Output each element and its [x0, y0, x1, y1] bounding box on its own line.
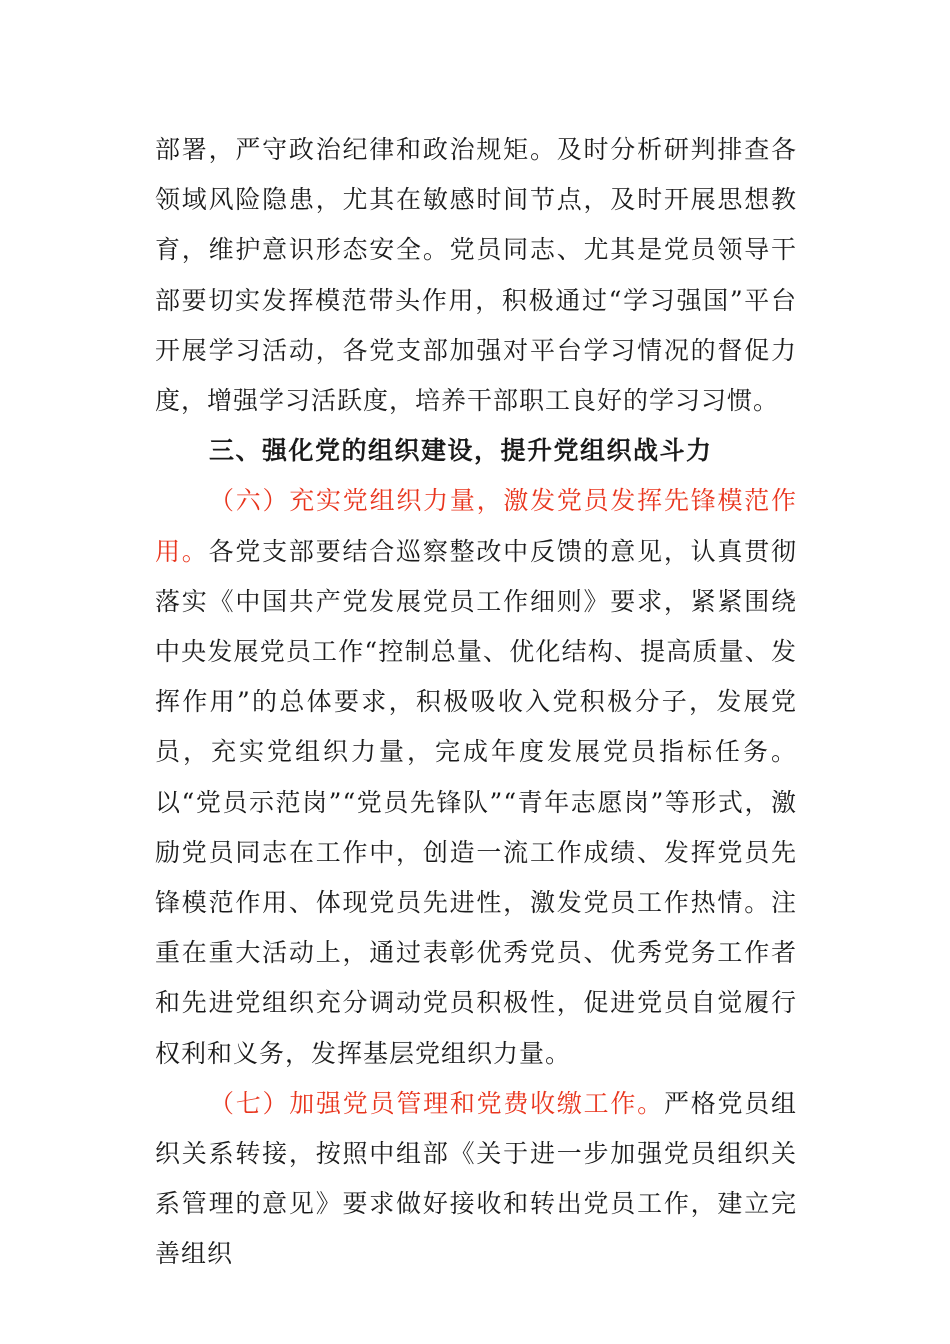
section-heading-three: 三、强化党的组织建设，提升党组织战斗力	[209, 436, 713, 466]
section-seven-body: 严格党员组织关系转接，按照中组部《关于进一步加强党员组织关系管理的意见》要求做好接收和转出党员工作，建立完善组织	[155, 1088, 797, 1269]
section-six-paragraph	[155, 476, 797, 1078]
section-seven-title: （七）加强党员管理和党费收缴工作。	[209, 1088, 664, 1118]
document-body	[155, 125, 797, 1280]
section-seven-paragraph	[155, 1079, 797, 1280]
section-six-body: 各党支部要结合巡察整改中反馈的意见，认真贯彻落实《中国共产党发展党员工作细则》要求，紧紧围绕中央发展党员工作“控制总量、优化结构、提高质量、发挥作用”的总体要求，积极吸收入党积极分子，发展党员，充实党组织力量，完成年度发展党员指标任务。以“党员示范岗”“党员先锋队”“青年志愿岗”等形式，激励党员同志在工作中，创造一流工作成绩、发挥党员先锋模范作用、体现党员先进性，激发党员工作热情。注重在重大活动上，通过表彰优秀党员、优秀党务工作者和先进党组织充分调动党员积极性，促进党员自觉履行权利和义务，发挥基层党组织力量。	[155, 536, 797, 1068]
section-six-title: （六）充实党组织力量，激发党员发挥先锋模范作用。	[155, 486, 797, 566]
paragraph-continuation: 部署，严守政治纪律和政治规矩。及时分析研判排查各领域风险隐患，尤其在敏感时间节点，及时开展思想教育，维护意识形态安全。党员同志、尤其是党员领导干部要切实发挥模范带头作用，积极通过“学习强国”平台开展学习活动，各党支部加强对平台学习情况的督促力度，增强学习活跃度，培养干部职工良好的学习习惯。	[155, 135, 797, 416]
